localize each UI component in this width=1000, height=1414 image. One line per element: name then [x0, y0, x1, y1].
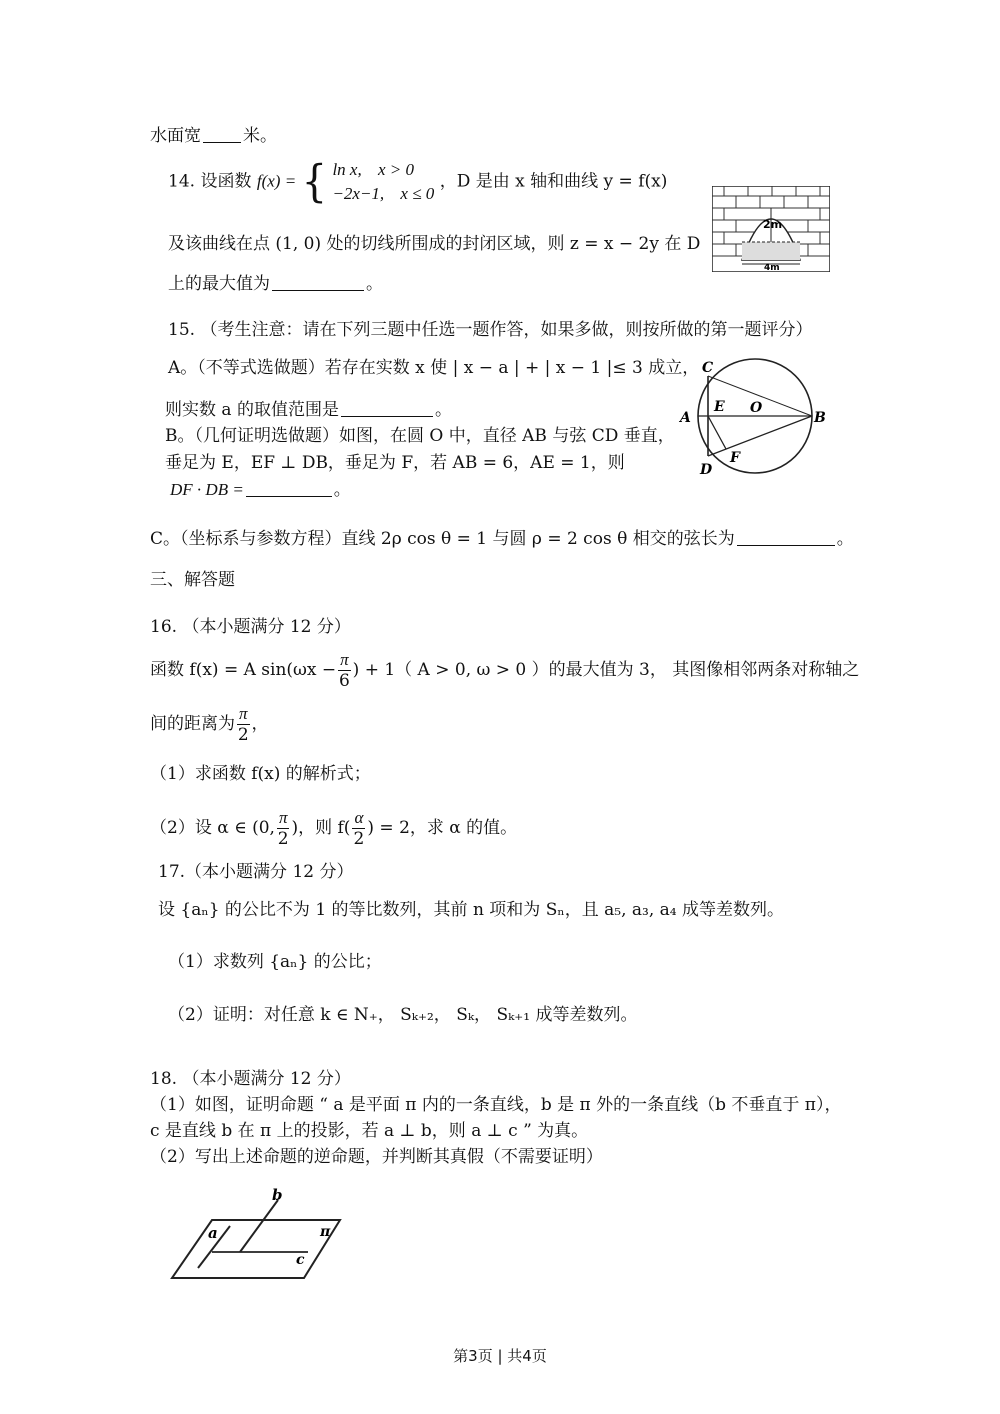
- text: 三、解答题: [150, 570, 235, 590]
- text: )，则 f(: [291, 818, 351, 838]
- width-label: 4m: [764, 263, 780, 272]
- text: 米。: [243, 126, 277, 146]
- denominator: 2: [353, 829, 365, 849]
- question-18-line-2: [150, 1119, 588, 1143]
- point-label-b: B: [814, 410, 826, 426]
- text: （1）求函数 f(x) 的解析式；: [150, 764, 371, 784]
- denominator: 2: [237, 725, 249, 745]
- question-16-line-1: [150, 648, 859, 692]
- question-14-line-1: [168, 158, 667, 206]
- fraction: [277, 808, 290, 849]
- point-label-e: E: [714, 399, 725, 415]
- question-15b-line-1: [165, 424, 675, 448]
- circle-figure: [676, 356, 832, 482]
- text: 17.（本小题满分 12 分）: [158, 862, 354, 882]
- numerator: α: [354, 808, 364, 827]
- text: （2）设 α ∈ (0,: [150, 818, 275, 838]
- answer-blank: [203, 126, 241, 143]
- question-number: 14.: [168, 171, 196, 192]
- text: c 是直线 b 在 π 上的投影，若 a ⊥ b，则 a ⊥ c ” 为真。: [150, 1121, 589, 1141]
- text: 设函数: [200, 171, 252, 192]
- text: 函数 f(x) = A sin(ωx −: [150, 660, 337, 680]
- piecewise-cases: [332, 158, 434, 206]
- question-17-part-2: [168, 1003, 638, 1027]
- point-label-c: C: [702, 360, 714, 376]
- text: （2）写出上述命题的逆命题，并判断其真假（不需要证明）: [150, 1147, 603, 1167]
- math: DF · DB =: [170, 480, 244, 499]
- page-footer: 第3页 | 共4页: [453, 1347, 547, 1365]
- plane-label-pi: π: [320, 1224, 331, 1240]
- bridge-figure: [712, 186, 830, 272]
- text: ，D 是由 x 轴和曲线 y = f(x): [439, 171, 668, 192]
- text: 。: [434, 400, 452, 420]
- question-14-line-2: [168, 232, 700, 256]
- question-16-part-1: [150, 762, 371, 786]
- numerator: π: [340, 650, 349, 669]
- question-16-head: [150, 615, 351, 639]
- text: （2）证明：对任意 k ∈ N₊， Sₖ₊₂， Sₖ， Sₖ₊₁ 成等差数列。: [168, 1005, 638, 1025]
- point-label-f: F: [730, 450, 740, 466]
- answer-blank: [272, 274, 364, 291]
- text: ) + 1（ A > 0, ω > 0 ）的最大值为 3， 其图像相邻两条对称轴之: [352, 660, 860, 680]
- question-16-line-2: [150, 702, 269, 746]
- question-17-line-1: [158, 898, 784, 922]
- numerator: π: [278, 808, 288, 827]
- line-label-b: b: [272, 1186, 283, 1204]
- question-14-line-3: [168, 272, 383, 296]
- question-15a-line-1: [168, 356, 699, 380]
- question-18-line-1: [150, 1093, 841, 1117]
- question-17-part-1: [168, 950, 382, 974]
- text: 。: [366, 274, 383, 294]
- text: 设 {aₙ} 的公比不为 1 的等比数列，其前 n 项和为 Sₙ，且 a₅, a₃, a₄ 成等差数列。: [158, 900, 784, 920]
- math: x > 0: [377, 160, 414, 179]
- text: A。（不等式选做题）若存在实数 x 使 | x − a | + | x − 1 |≤ 3 成立，: [168, 358, 700, 378]
- fraction: [338, 650, 351, 691]
- line-label-a: a: [208, 1224, 218, 1242]
- plane-figure: [168, 1186, 348, 1282]
- text: ) = 2，求 α 的值。: [367, 818, 518, 838]
- question-17-head: [158, 860, 353, 884]
- text: 垂足为 E，EF ⊥ DB，垂足为 F，若 AB = 6，AE = 1，则: [165, 453, 625, 473]
- point-label-a: A: [680, 410, 691, 426]
- point-label-o: O: [750, 400, 763, 416]
- question-15c: [150, 527, 854, 551]
- text-line: [150, 124, 277, 148]
- question-16-part-2: [150, 806, 517, 850]
- text: C。（坐标系与参数方程）直线 2ρ cos θ = 1 与圆 ρ = 2 cos θ 相交的弦长为: [150, 529, 735, 549]
- text: （1）求数列 {aₙ} 的公比；: [168, 952, 382, 972]
- question-18-line-3: [150, 1145, 603, 1169]
- answer-blank: [341, 400, 433, 417]
- text: 18. （本小题满分 12 分）: [150, 1069, 351, 1089]
- height-label: 2m: [763, 218, 783, 231]
- question-15b-line-3: [170, 478, 351, 502]
- text: 水面宽: [150, 126, 201, 146]
- text: 间的距离为: [150, 714, 235, 734]
- denominator: 2: [277, 829, 289, 849]
- question-15b-line-2: [165, 451, 625, 475]
- numerator: π: [239, 704, 248, 723]
- point-label-d: D: [700, 462, 713, 478]
- text: （1）如图，证明命题 “ a 是平面 π 内的一条直线，b 是 π 外的一条直线（b 不垂直于 π），: [150, 1095, 842, 1115]
- fraction: [352, 808, 365, 849]
- line-label-c: c: [296, 1252, 305, 1268]
- answer-blank: [737, 529, 835, 546]
- question-15-head: [168, 318, 812, 342]
- brace-symbol: {: [301, 156, 328, 208]
- text: 。: [836, 529, 854, 549]
- question-18-head: [150, 1067, 351, 1091]
- text: 及该曲线在点 (1, 0) 处的切线所围成的封闭区域，则 z = x − 2y 在 D: [168, 234, 701, 254]
- math: ln x,: [332, 160, 362, 179]
- text: 15. （考生注意：请在下列三题中任选一题作答，如果多做，则按所做的第一题评分）: [168, 320, 813, 340]
- text: 16. （本小题满分 12 分）: [150, 617, 351, 637]
- answer-blank: [246, 480, 332, 497]
- math: f(x) =: [256, 171, 297, 191]
- text: 则实数 a 的取值范围是: [165, 400, 339, 420]
- text: ，: [251, 714, 269, 734]
- text: 上的最大值为: [168, 274, 270, 294]
- section-heading: [150, 568, 235, 592]
- math: −2x−1,: [332, 184, 385, 203]
- math: x ≤ 0: [400, 184, 435, 203]
- question-15a-line-2: [165, 398, 452, 422]
- denominator: 6: [338, 671, 350, 691]
- text: 。: [333, 480, 351, 500]
- fraction: [237, 704, 250, 745]
- text: B。（几何证明选做题）如图，在圆 O 中，直径 AB 与弦 CD 垂直，: [165, 426, 675, 446]
